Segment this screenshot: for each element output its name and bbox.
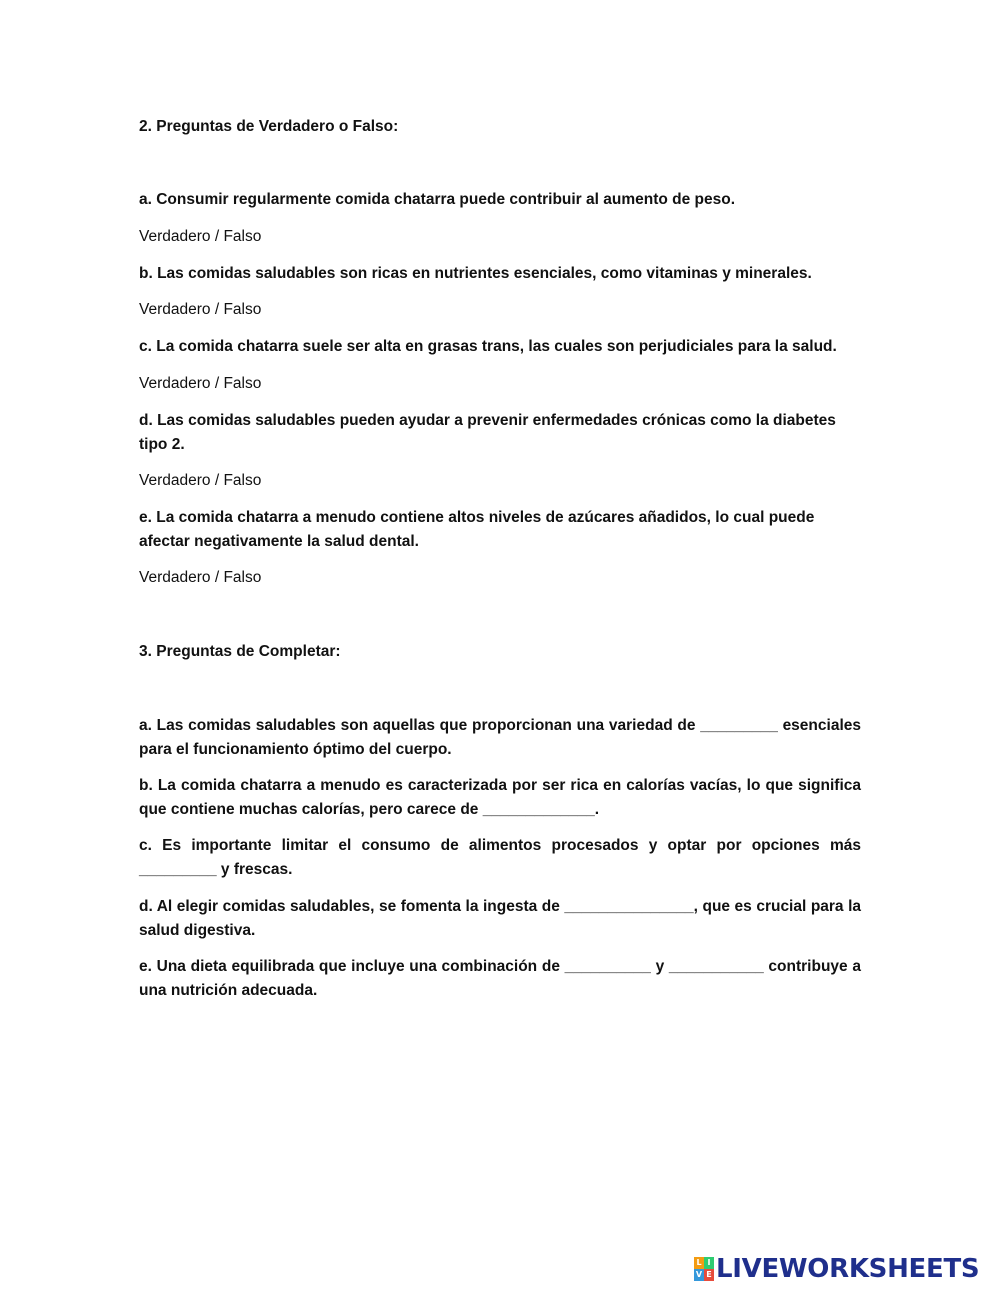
section-2-title: 2. Preguntas de Verdadero o Falso:	[139, 118, 399, 135]
fill-question-d: d. Al elegir comidas saludables, se fomenta la ingesta de _______________, que es crucial para la salud digestiva.	[139, 898, 861, 939]
tf-answer-e[interactable]: Verdadero / Falso	[139, 569, 262, 586]
logo-tile-e: E	[704, 1269, 714, 1281]
tf-answer-a[interactable]: Verdadero / Falso	[139, 228, 262, 245]
brand-name: LIVEWORKSHEETS	[716, 1254, 980, 1284]
liveworksheets-logo	[694, 1256, 979, 1282]
fill-question-a: a. Las comidas saludables son aquellas que proporcionan una variedad de _________ esenciales para el funcionamiento óptimo del cuerpo.	[139, 717, 861, 758]
tf-answer-b[interactable]: Verdadero / Falso	[139, 301, 262, 318]
fill-question-c: c. Es importante limitar el consumo de alimentos procesados y optar por opciones más _________ y frescas.	[139, 837, 861, 878]
tf-question-a: a. Consumir regularmente comida chatarra puede contribuir al aumento de peso.	[139, 191, 736, 208]
tf-question-c: c. La comida chatarra suele ser alta en grasas trans, las cuales son perjudiciales para la salud.	[139, 338, 837, 355]
tf-question-e: e. La comida chatarra a menudo contiene altos niveles de azúcares añadidos, lo cual puede afectar negativamente la salud dental.	[139, 509, 815, 550]
tf-question-d: d. Las comidas saludables pueden ayudar a prevenir enfermedades crónicas como la diabetes tipo 2.	[139, 412, 836, 453]
logo-tile-i: I	[704, 1257, 714, 1269]
fill-question-e: e. Una dieta equilibrada que incluye una combinación de __________ y ___________ contribuye a una nutrición adecuada.	[139, 958, 861, 999]
tf-answer-c[interactable]: Verdadero / Falso	[139, 375, 262, 392]
liveworksheets-logo-icon	[694, 1257, 714, 1281]
fill-question-b: b. La comida chatarra a menudo es caracterizada por ser rica en calorías vacías, lo que significa que contiene muchas calorías, pero carece de _____________.	[139, 777, 861, 818]
logo-tile-l: L	[694, 1257, 704, 1269]
tf-question-b: b. Las comidas saludables son ricas en nutrientes esenciales, como vitaminas y minerales.	[139, 265, 812, 282]
section-3-title: 3. Preguntas de Completar:	[139, 643, 341, 660]
logo-tile-v: V	[695, 1270, 703, 1279]
tf-answer-d[interactable]: Verdadero / Falso	[139, 472, 262, 489]
